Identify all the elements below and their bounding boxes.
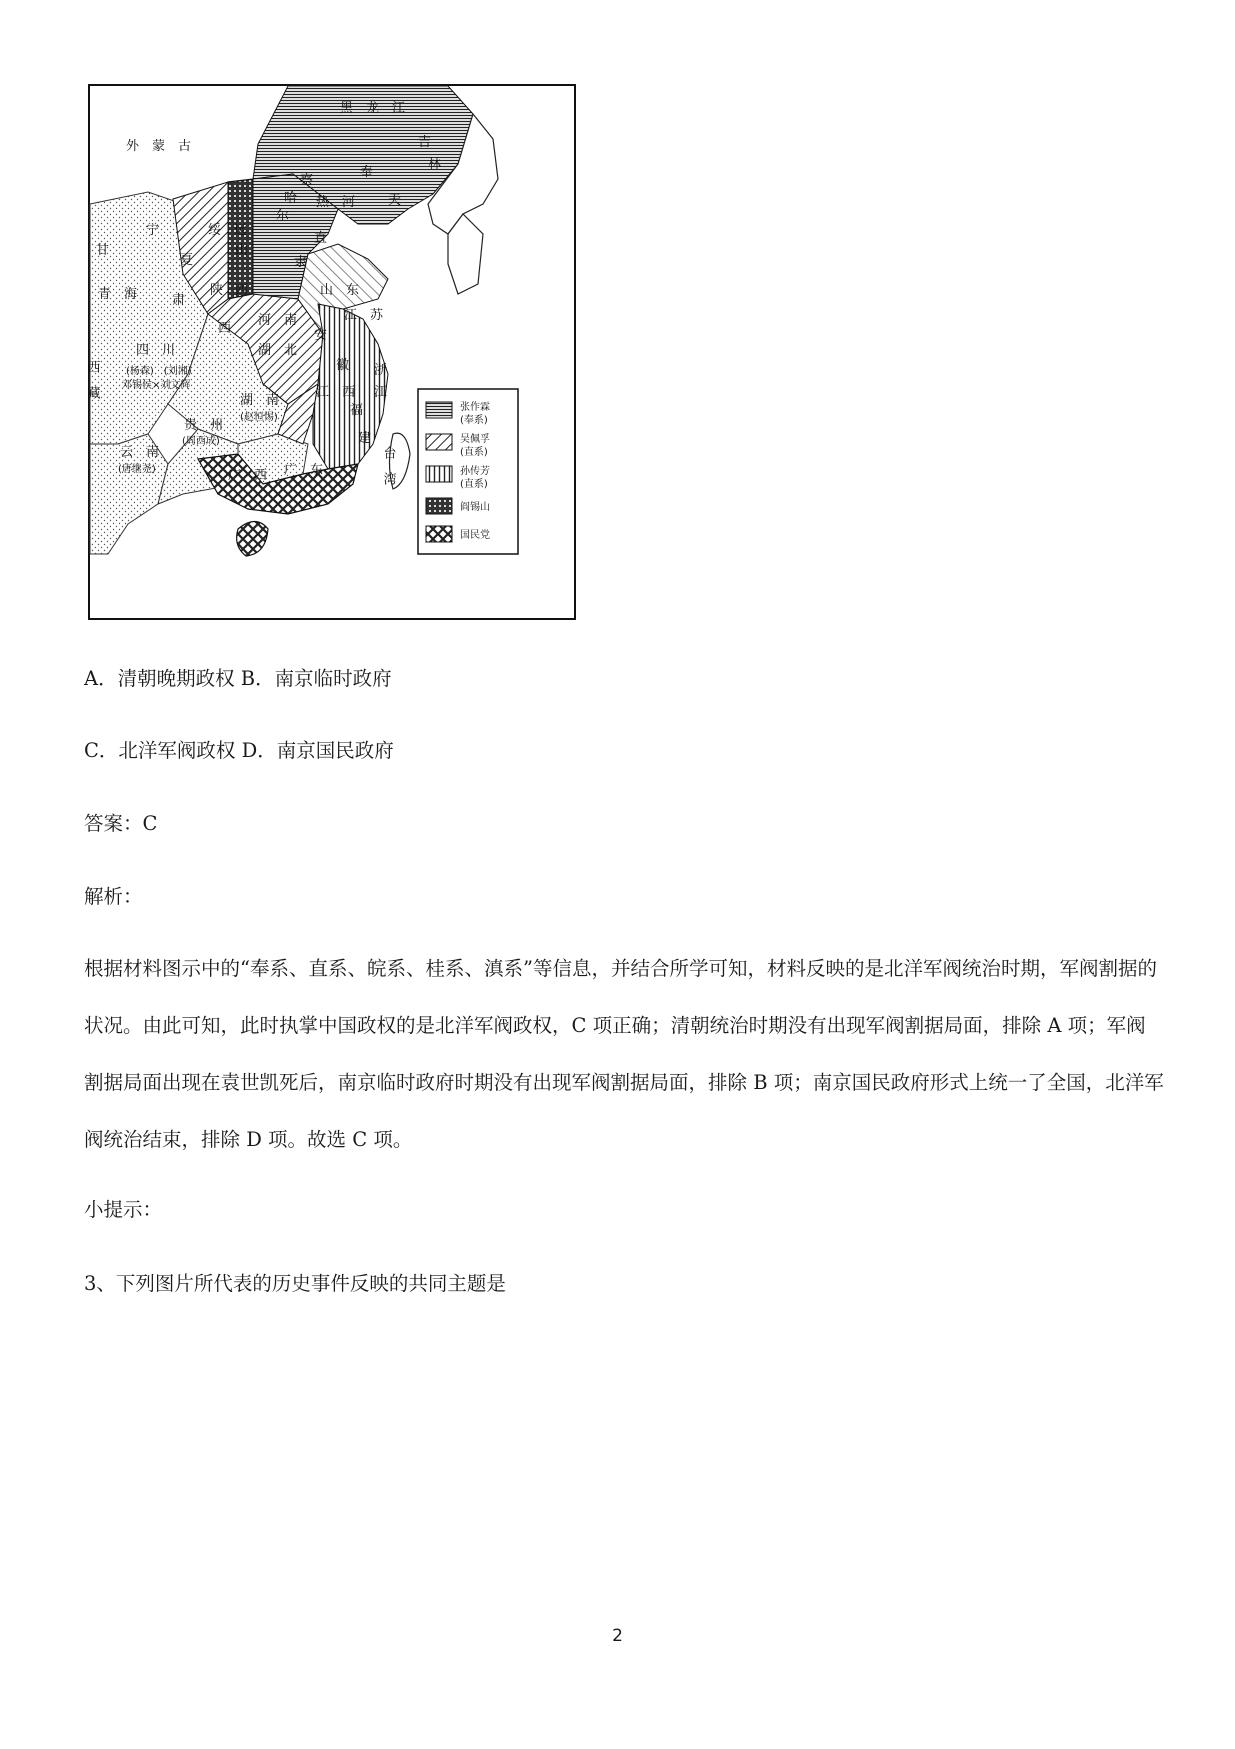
label-ning: 宁 (146, 223, 160, 238)
label-henan: 河 南 (258, 313, 298, 328)
label-hunan-warlord: (赵恒惕) (240, 412, 278, 423)
label-er: 尔 (276, 209, 290, 224)
label-guangdong: 广 东 (284, 463, 324, 478)
question-3: 3、下列图片所代表的历史事件反映的共同主题是 (84, 1272, 506, 1295)
label-zhe: 浙 (374, 363, 388, 378)
label-yuan: 远 (234, 223, 248, 238)
label-jiangsu: 江 苏 (344, 308, 384, 323)
legend-sub-2: (直系) (460, 479, 488, 490)
label-su: 肃 (172, 293, 186, 308)
label-an: 安 (314, 328, 328, 343)
options-line-2: C．北洋军阀政权 D．南京国民政府 (84, 739, 394, 762)
label-sichuan: 四 川 (136, 343, 176, 358)
label-sichuan-warlords2: 邓锡侯×刘文辉 (122, 380, 191, 391)
legend-name-0: 张作霖 (460, 402, 490, 413)
label-jian: 建 (358, 431, 372, 446)
label-qinghai: 青 海 (98, 287, 138, 302)
label-guangxi: 广 西 (228, 468, 268, 483)
label-heilongjiang: 黑 龙 江 (340, 101, 406, 116)
label-hui: 徽 (336, 358, 350, 373)
label-cha: 察 (300, 173, 314, 188)
label-lin: 林 (428, 157, 442, 172)
label-guizhou-warlord: (周西成) (182, 436, 220, 447)
label-taiwan: 台 湾 (380, 446, 396, 485)
label-yunnan: 云 南 (120, 445, 160, 460)
analysis-text: 根据材料图示中的“奉系、直系、皖系、桂系、滇系”等信息，并结合所学可知，材料反映的是北洋军阀统治时期，军阀割据的状况。由此可知，此时执掌中国政权的是北洋军阀政权，C 项正确；清朝统治时期没有出现军阀割据局面，排除 A 项；军阀割据局面出现在袁世凯死后，南京临时政府时期没有出现军阀割据局面，排除 B 项；南京国民政府形式上统一了全国，北洋军阀统治结束，排除 D 项。故选 C 项。 (84, 957, 1164, 1151)
label-shaan: 陕 (210, 283, 224, 298)
label-hubei: 湖 北 (258, 343, 298, 358)
legend-name-1: 吴佩孚 (460, 434, 490, 445)
label-li: 隶 (294, 255, 308, 270)
label-guizhou: 贵 州 (184, 418, 224, 433)
analysis-label: 解析： (84, 885, 143, 908)
legend-name-4: 国民党 (460, 530, 490, 541)
legend-sub-1: (直系) (460, 447, 488, 458)
label-ji: 吉 (418, 135, 432, 150)
label-yunnan-warlord: (唐继尧) (118, 464, 156, 475)
label-waimeng: 外 蒙 古 (126, 139, 192, 154)
label-shaanxi-xi: 西 (218, 321, 232, 336)
legend-sub-0: (奉系) (460, 415, 488, 426)
answer-text: 答案：C (84, 812, 158, 835)
label-feng: 奉 (360, 165, 374, 180)
label-sichuan-warlords1: (杨森) (刘湘) (126, 366, 192, 377)
label-jiangxi: 江 西 (316, 385, 356, 400)
label-zhi: 直 (314, 231, 328, 246)
label-tian: 天 (388, 193, 402, 208)
label-shan: 山 (235, 243, 249, 258)
options-line-1: A．清朝晚期政权 B．南京临时政府 (84, 667, 392, 690)
label-fu: 福 (350, 403, 364, 418)
label-zhejiang-jiang: 江 (374, 385, 388, 400)
label-hunan: 湖 南 (240, 393, 280, 408)
label-shanxi-xi: 西 (235, 283, 249, 298)
warlord-map (84, 84, 578, 622)
legend-name-3: 阎锡山 (460, 502, 490, 513)
label-rehe: 热 河 (316, 195, 356, 210)
label-xizang: 西 藏 (84, 360, 100, 399)
tip-label: 小提示： (84, 1198, 163, 1221)
page-number: 2 (612, 1626, 623, 1646)
legend-name-2: 孙传芳 (460, 466, 490, 477)
label-shandong: 山 东 (320, 283, 360, 298)
label-suiyuan: 绥 (208, 223, 222, 238)
label-gan: 甘 (96, 243, 110, 258)
label-xia: 夏 (180, 253, 194, 268)
label-ha: 哈 (284, 191, 298, 206)
